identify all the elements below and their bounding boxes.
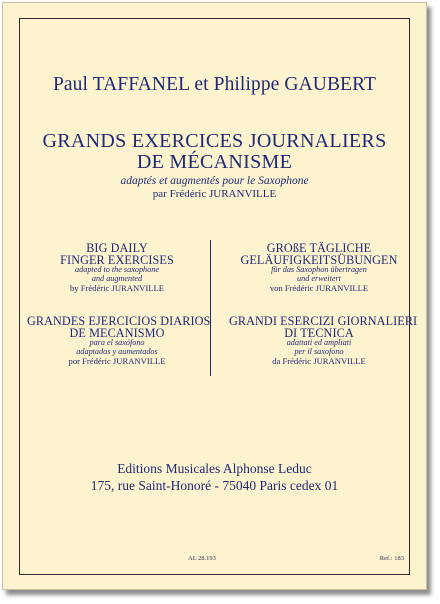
translation-heading: GRANDI ESERCIZI GIORNALIERI <box>229 314 418 328</box>
translation-note: adapted to the saxophone <box>75 265 159 274</box>
translation-byline: by Frédéric JURANVILLE <box>69 282 165 293</box>
main-title <box>3 131 426 173</box>
translation-heading: FINGER EXERCISES <box>60 253 174 267</box>
translation-note: para el saxófono <box>89 338 145 347</box>
translation-english <box>27 242 207 293</box>
score-cover <box>2 2 427 590</box>
main-title-line-1: GRANDS EXERCICES JOURNALIERS <box>42 130 387 152</box>
publisher-name: Editions Musicales Alphonse Leduc <box>117 461 312 476</box>
translation-heading: GRANDES EJERCICIOS DIARIOS <box>27 314 211 328</box>
translation-heading: BIG DAILY <box>86 241 148 255</box>
reference-number: Ref.: 183 <box>379 555 404 562</box>
translation-note: per il saxofono <box>294 346 344 356</box>
main-title-line-2: DE MÉCANISME <box>136 151 293 173</box>
translation-byline: von Frédéric JURANVILLE <box>269 282 369 293</box>
translation-note: and augmented <box>91 273 143 283</box>
translation-spanish <box>27 314 211 366</box>
publisher-address: 175, rue Saint-Honoré - 75040 Paris cedex 01 <box>90 478 339 493</box>
arranger-byline: par Frédéric JURANVILLE <box>152 188 277 200</box>
translation-german <box>229 242 409 293</box>
column-divider <box>210 240 211 376</box>
translation-note: und erweitert <box>297 273 341 283</box>
subtitle: adaptés et augmentés pour le Saxophone <box>120 175 309 187</box>
translation-heading: GELÄUFIGKEITSÜBUNGEN <box>240 253 398 267</box>
translation-note: adattati ed ampliati <box>286 338 352 347</box>
catalog-code: AL 28.193 <box>188 555 216 562</box>
translation-note: für das Saxophon übertragen <box>271 265 367 274</box>
translation-note: adaptados y aumentados <box>76 346 158 356</box>
translation-byline: da Frédéric JURANVILLE <box>272 355 366 366</box>
translation-byline: por Frédéric JURANVILLE <box>68 355 166 366</box>
translation-italian <box>229 314 418 366</box>
translation-heading: DE MECANISMO <box>69 326 165 340</box>
composer-names: Paul TAFFANEL et Philippe GAUBERT <box>52 74 377 95</box>
translation-heading: DI TECNICA <box>284 326 354 340</box>
translation-heading: GROßE TÄGLICHE <box>266 241 372 255</box>
